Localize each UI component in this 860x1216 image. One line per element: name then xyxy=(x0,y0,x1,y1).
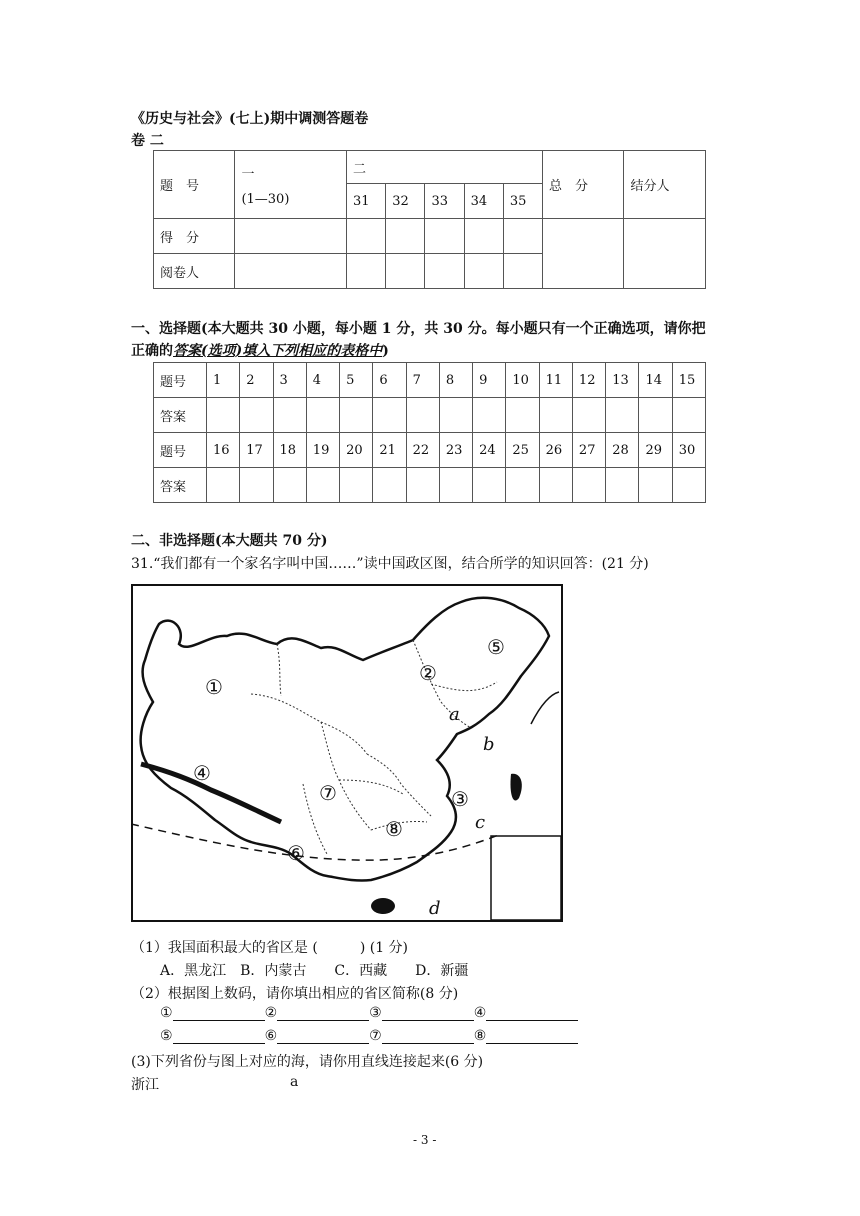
blank-7[interactable] xyxy=(382,1029,474,1044)
map-label-1: ① xyxy=(205,675,223,699)
answer-blank-cell[interactable] xyxy=(672,398,705,433)
page-number: - 3 - xyxy=(413,1133,437,1147)
score-row-label: 得 分 xyxy=(154,219,235,254)
map-label-2: ② xyxy=(419,661,437,685)
mark-2: ② xyxy=(264,1005,278,1021)
answer-num-label: 题号 xyxy=(154,363,207,398)
answer-num-cell: 14 xyxy=(639,363,672,398)
reviewer-cell[interactable] xyxy=(464,254,503,289)
score-grader-label: 结分人 xyxy=(624,151,706,219)
score-header-label: 题 号 xyxy=(154,151,235,219)
answer-blank-cell[interactable] xyxy=(473,398,506,433)
score-cell[interactable] xyxy=(425,219,464,254)
question-3: (3)下列省份与图上对应的海，请你用直线连接起来(6 分) xyxy=(131,1054,484,1070)
mark-5: ⑤ xyxy=(160,1028,173,1044)
score-cell[interactable] xyxy=(464,219,503,254)
answer-num-cell: 23 xyxy=(439,433,472,468)
answer-num-cell: 29 xyxy=(639,433,672,468)
answer-blank-cell[interactable] xyxy=(340,398,373,433)
sea-label-a: a xyxy=(449,704,460,725)
mark-4: ④ xyxy=(473,1005,487,1021)
answer-num-cell: 25 xyxy=(506,433,539,468)
page-title: 《历史与社会》(七上)期中调测答题卷 xyxy=(131,111,369,127)
answer-num-cell: 2 xyxy=(240,363,273,398)
answer-blank-cell[interactable] xyxy=(606,398,639,433)
answer-num-cell: 22 xyxy=(406,433,439,468)
map-label-8: ⑧ xyxy=(385,817,403,841)
reviewer-row-label: 阅卷人 xyxy=(154,254,235,289)
answer-blank-cell[interactable] xyxy=(306,468,339,503)
question-1: （1）我国面积最大的省区是 ( ) (1 分) xyxy=(131,940,409,956)
answer-num-cell: 1 xyxy=(207,363,240,398)
mark-8: ⑧ xyxy=(473,1028,487,1044)
score-table xyxy=(153,150,706,289)
mark-3: ③ xyxy=(369,1005,382,1021)
answer-blank-cell[interactable] xyxy=(439,468,472,503)
fill-row-1 xyxy=(160,1005,578,1021)
question-31: 31.“我们都有一个家名字叫中国……”读中国政区图，结合所学的知识回答：(21 分) xyxy=(131,556,649,572)
answer-blank-cell[interactable] xyxy=(406,468,439,503)
mark-6: ⑥ xyxy=(264,1028,278,1044)
match-left-zhejiang[interactable]: 浙江 xyxy=(131,1077,159,1093)
answer-num-label: 题号 xyxy=(154,433,207,468)
answer-blank-cell[interactable] xyxy=(506,468,539,503)
answer-num-cell: 20 xyxy=(340,433,373,468)
score-sub-col: 33 xyxy=(425,184,464,219)
answer-blank-cell[interactable] xyxy=(572,468,605,503)
answer-blank-cell[interactable] xyxy=(306,398,339,433)
question-2: （2）根据图上数码，请你填出相应的省区简称(8 分) xyxy=(131,986,459,1002)
map-label-4: ④ xyxy=(193,761,211,785)
answer-blank-cell[interactable] xyxy=(473,468,506,503)
answer-blank-cell[interactable] xyxy=(639,468,672,503)
answer-num-cell: 24 xyxy=(473,433,506,468)
section1-heading: 一、选择题(本大题共 30 小题，每小题 1 分，共 30 分。每小题只有一个正确选项，请你把 xyxy=(131,321,706,337)
map-label-7: ⑦ xyxy=(319,781,337,805)
map-label-6: ⑥ xyxy=(287,841,305,865)
answer-num-cell: 7 xyxy=(406,363,439,398)
answer-blank-cell[interactable] xyxy=(639,398,672,433)
answer-num-cell: 5 xyxy=(340,363,373,398)
answer-blank-cell[interactable] xyxy=(572,398,605,433)
answer-num-cell: 26 xyxy=(539,433,572,468)
section1-heading-line2 xyxy=(131,340,389,360)
answer-num-cell: 28 xyxy=(606,433,639,468)
answer-num-cell: 30 xyxy=(672,433,705,468)
answer-blank-cell[interactable] xyxy=(672,468,705,503)
answer-blank-cell[interactable] xyxy=(240,398,273,433)
score-cell[interactable] xyxy=(386,219,425,254)
blank-8[interactable] xyxy=(486,1029,578,1044)
answer-blank-cell[interactable] xyxy=(340,468,373,503)
score-col-one xyxy=(235,151,347,219)
answer-blank-cell[interactable] xyxy=(439,398,472,433)
blank-2[interactable] xyxy=(277,1006,369,1021)
fill-row-2 xyxy=(160,1028,578,1044)
hainan-island xyxy=(371,898,395,914)
answer-blank-cell[interactable] xyxy=(539,398,572,433)
answer-num-cell: 4 xyxy=(306,363,339,398)
reviewer-cell[interactable] xyxy=(347,254,386,289)
score-sub-col: 32 xyxy=(386,184,425,219)
match-right-a[interactable]: a xyxy=(290,1074,299,1090)
answer-num-cell: 12 xyxy=(572,363,605,398)
mark-1: ① xyxy=(160,1005,173,1021)
blank-3[interactable] xyxy=(382,1006,474,1021)
china-map xyxy=(131,584,563,922)
reviewer-cell[interactable] xyxy=(386,254,425,289)
answer-num-cell: 19 xyxy=(306,433,339,468)
reviewer-cell[interactable] xyxy=(235,254,347,289)
answer-blank-cell[interactable] xyxy=(240,468,273,503)
answer-num-cell: 11 xyxy=(539,363,572,398)
total-cell[interactable] xyxy=(543,219,624,289)
answer-blank-cell[interactable] xyxy=(273,468,306,503)
answer-blank-cell[interactable] xyxy=(373,468,406,503)
col-one-range: (1—30) xyxy=(241,191,290,207)
answer-num-cell: 9 xyxy=(473,363,506,398)
answer-blank-cell[interactable] xyxy=(606,468,639,503)
score-sub-col: 35 xyxy=(503,184,542,219)
col-one-label: 一 xyxy=(241,166,255,182)
answer-label: 答案 xyxy=(154,468,207,503)
answer-blank-cell[interactable] xyxy=(207,398,240,433)
score-sub-col: 34 xyxy=(464,184,503,219)
reviewer-cell[interactable] xyxy=(425,254,464,289)
answer-num-cell: 3 xyxy=(273,363,306,398)
answer-num-cell: 21 xyxy=(373,433,406,468)
answer-table xyxy=(153,362,706,503)
heading-italic: 答案(选项)填入下列相应的表格中 xyxy=(173,343,383,359)
answer-num-cell: 13 xyxy=(606,363,639,398)
answer-blank-cell[interactable] xyxy=(207,468,240,503)
answer-blank-cell[interactable] xyxy=(506,398,539,433)
answer-num-cell: 10 xyxy=(506,363,539,398)
blank-1[interactable] xyxy=(173,1006,265,1021)
answer-num-cell: 17 xyxy=(240,433,273,468)
answer-num-cell: 15 xyxy=(672,363,705,398)
heading-plain: 正确的 xyxy=(131,343,173,359)
answer-label: 答案 xyxy=(154,398,207,433)
map-label-5: ⑤ xyxy=(487,635,505,659)
grader-cell[interactable] xyxy=(624,219,706,289)
mark-7: ⑦ xyxy=(369,1028,382,1044)
sea-label-d: d xyxy=(429,898,441,919)
answer-blank-cell[interactable] xyxy=(406,398,439,433)
score-col-two: 二 xyxy=(347,151,543,184)
answer-num-cell: 6 xyxy=(373,363,406,398)
score-total-label: 总 分 xyxy=(543,151,624,219)
blank-5[interactable] xyxy=(173,1029,265,1044)
section2-heading: 二、非选择题(本大题共 70 分) xyxy=(131,533,328,549)
answer-num-cell: 16 xyxy=(207,433,240,468)
question-1-options: A．黑龙江 B．内蒙古 C．西藏 D．新疆 xyxy=(160,963,469,979)
reviewer-cell[interactable] xyxy=(503,254,542,289)
answer-blank-cell[interactable] xyxy=(539,468,572,503)
answer-blank-cell[interactable] xyxy=(273,398,306,433)
answer-num-cell: 27 xyxy=(572,433,605,468)
answer-num-cell: 18 xyxy=(273,433,306,468)
score-sub-col: 31 xyxy=(347,184,386,219)
blank-4[interactable] xyxy=(486,1006,578,1021)
answer-blank-cell[interactable] xyxy=(373,398,406,433)
heading-end: ) xyxy=(382,343,389,359)
score-cell[interactable] xyxy=(347,219,386,254)
score-cell[interactable] xyxy=(235,219,347,254)
map-label-3: ③ xyxy=(451,787,469,811)
sea-label-b: b xyxy=(483,734,495,755)
answer-num-cell: 8 xyxy=(439,363,472,398)
sea-label-c: c xyxy=(475,812,486,833)
blank-6[interactable] xyxy=(277,1029,369,1044)
score-cell[interactable] xyxy=(503,219,542,254)
volume-label: 卷 二 xyxy=(131,133,164,149)
